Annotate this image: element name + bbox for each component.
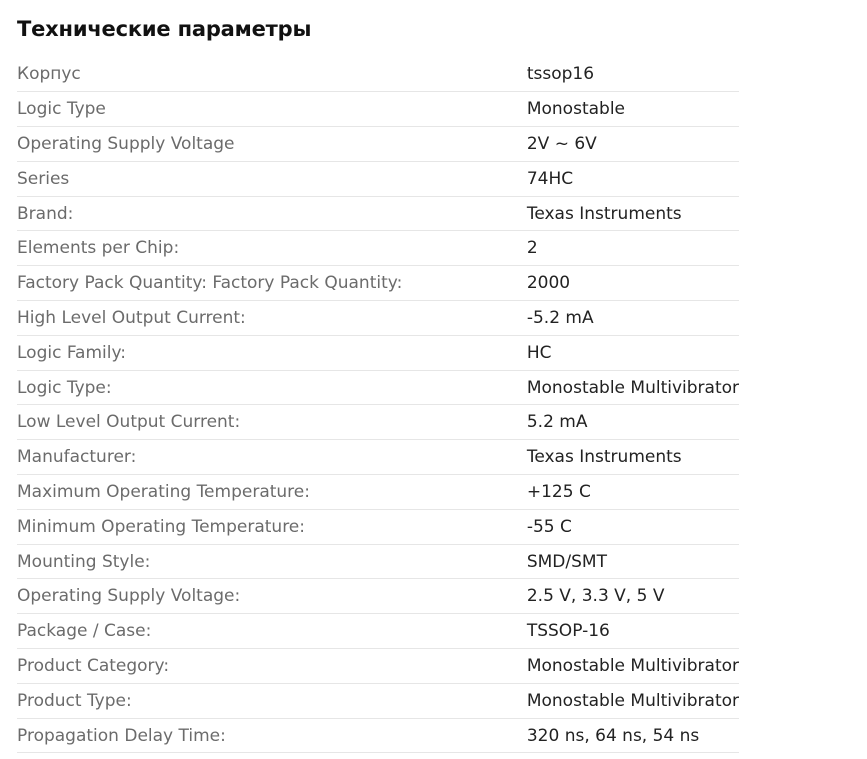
spec-name: Mounting Style:: [17, 551, 151, 572]
spec-name: Logic Family:: [17, 342, 127, 363]
spec-name: Maximum Operating Temperature:: [17, 481, 310, 502]
spec-name: Brand:: [17, 203, 74, 224]
spec-row: [17, 440, 739, 475]
spec-name: Product Type:: [17, 690, 132, 711]
spec-value: 74HC: [526, 168, 574, 189]
spec-row: [17, 614, 739, 649]
spec-name: Minimum Operating Temperature:: [17, 516, 305, 537]
spec-row: [17, 335, 739, 370]
spec-row: [17, 718, 739, 753]
spec-value: SMD/SMT: [526, 551, 607, 572]
spec-value: 2.5 V, 3.3 V, 5 V: [526, 586, 665, 607]
spec-row: [17, 92, 739, 127]
spec-row: [17, 196, 739, 231]
spec-value: Monostable Multivibrator: [526, 655, 739, 676]
spec-row: [17, 683, 739, 718]
spec-value: Monostable Multivibrator: [526, 690, 739, 711]
spec-value: Texas Instruments: [526, 203, 682, 224]
spec-row: [17, 127, 739, 162]
spec-name: Operating Supply Voltage:: [17, 586, 241, 607]
spec-name: Propagation Delay Time:: [17, 725, 226, 746]
spec-value: +125 C: [526, 481, 591, 502]
spec-row: [17, 231, 739, 266]
spec-row: [17, 475, 739, 510]
spec-name: Logic Type: [17, 99, 106, 120]
spec-value: 320 ns, 64 ns, 54 ns: [526, 725, 700, 746]
spec-value: -5.2 mA: [526, 307, 594, 328]
spec-row: [17, 509, 739, 544]
spec-row: [17, 649, 739, 684]
spec-row: [17, 266, 739, 301]
spec-row: [17, 161, 739, 196]
spec-value: Monostable: [526, 99, 626, 120]
section-title: Технические параметры: [17, 17, 312, 41]
spec-name: Product Category:: [17, 655, 170, 676]
spec-value: -55 C: [526, 516, 572, 537]
spec-value: tssop16: [526, 64, 595, 85]
specs-table-body: [17, 57, 739, 753]
spec-value: 5.2 mA: [526, 412, 588, 433]
spec-name: Operating Supply Voltage: [17, 133, 235, 154]
spec-row: [17, 405, 739, 440]
spec-name: High Level Output Current:: [17, 307, 246, 328]
spec-name: Elements per Chip:: [17, 238, 180, 259]
spec-value: Monostable Multivibrator: [526, 377, 739, 398]
spec-value: 2000: [526, 273, 571, 294]
spec-value: TSSOP-16: [526, 621, 610, 642]
spec-name: Manufacturer:: [17, 447, 137, 468]
spec-name: Low Level Output Current:: [17, 412, 241, 433]
spec-name: Factory Pack Quantity: Factory Pack Quantity:: [17, 273, 403, 294]
spec-name: Package / Case:: [17, 621, 152, 642]
spec-value: HC: [526, 342, 552, 363]
specs-table: [17, 57, 739, 753]
spec-name: Series: [17, 168, 70, 189]
spec-row: [17, 301, 739, 336]
spec-row: [17, 579, 739, 614]
spec-row: [17, 57, 739, 92]
spec-value: 2V ~ 6V: [526, 133, 597, 154]
spec-value: 2: [526, 238, 538, 259]
spec-name: Logic Type:: [17, 377, 112, 398]
spec-value: Texas Instruments: [526, 447, 682, 468]
spec-row: [17, 370, 739, 405]
spec-name: Корпус: [17, 64, 81, 85]
spec-row: [17, 544, 739, 579]
